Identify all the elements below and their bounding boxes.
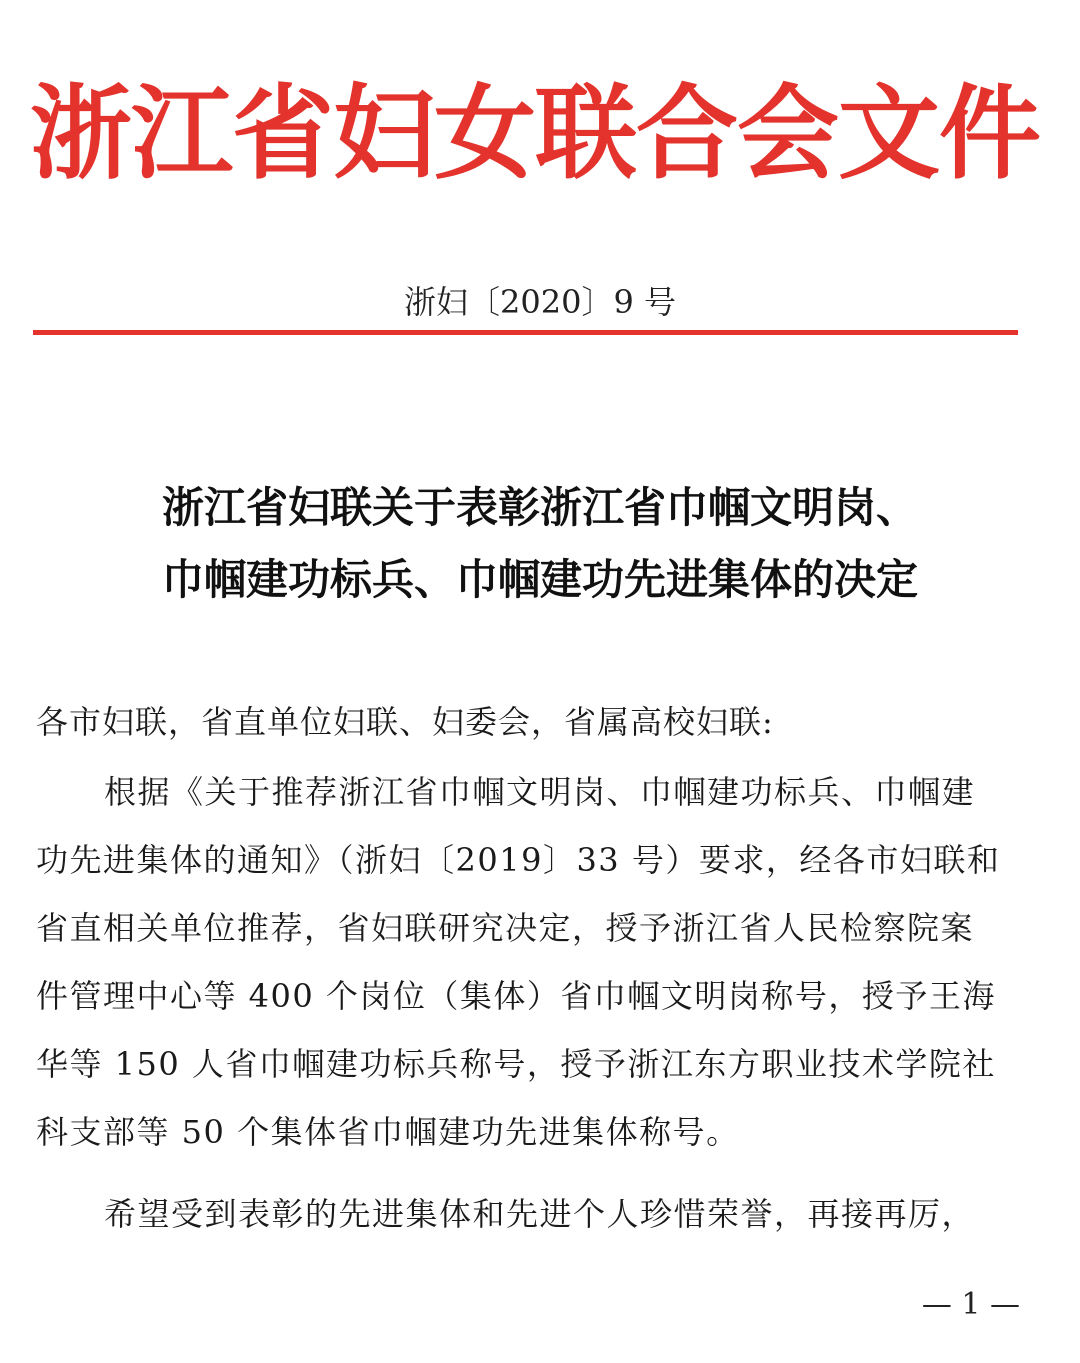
document-number: 浙妇〔2020〕9 号 [404,283,676,321]
red-divider-line [33,330,1018,335]
header-title: 浙江省妇女联合会文件 [30,75,1040,194]
paragraph-1-line-3: 省直相关单位推荐，省妇联研究决定，授予浙江省人民检察院案 [36,909,975,947]
paragraph-1 [36,758,1020,1166]
paragraph-2-line-1: 希望受到表彰的先进集体和先进个人珍惜荣誉，再接再厉， [104,1195,976,1233]
paragraph-2 [36,1180,1020,1248]
salutation: 各市妇联，省直单位妇联、妇委会，省属高校妇联: [36,703,774,741]
paragraph-1-line-5: 华等 150 人省巾帼建功标兵称号，授予浙江东方职业技术学院社 [36,1045,996,1083]
document-title-line-1: 浙江省妇联关于表彰浙江省巾帼文明岗、 [161,483,918,532]
paragraph-1-line-4: 件管理中心等 400 个岗位（集体）省巾帼文明岗称号，授予王海 [36,977,996,1015]
page-number: — 1 — [921,1287,1020,1322]
paragraph-1-line-1: 根据《关于推荐浙江省巾帼文明岗、巾帼建功标兵、巾帼建 [104,773,976,811]
document-title-line-2: 巾帼建功标兵、巾帼建功先进集体的决定 [161,555,918,604]
document-title [60,472,1020,616]
paragraph-1-line-2: 功先进集体的通知》（浙妇〔2019〕33 号）要求，经各市妇联和 [36,841,1001,879]
paragraph-1-line-6: 科支部等 50 个集体省巾帼建功先进集体称号。 [36,1113,740,1151]
